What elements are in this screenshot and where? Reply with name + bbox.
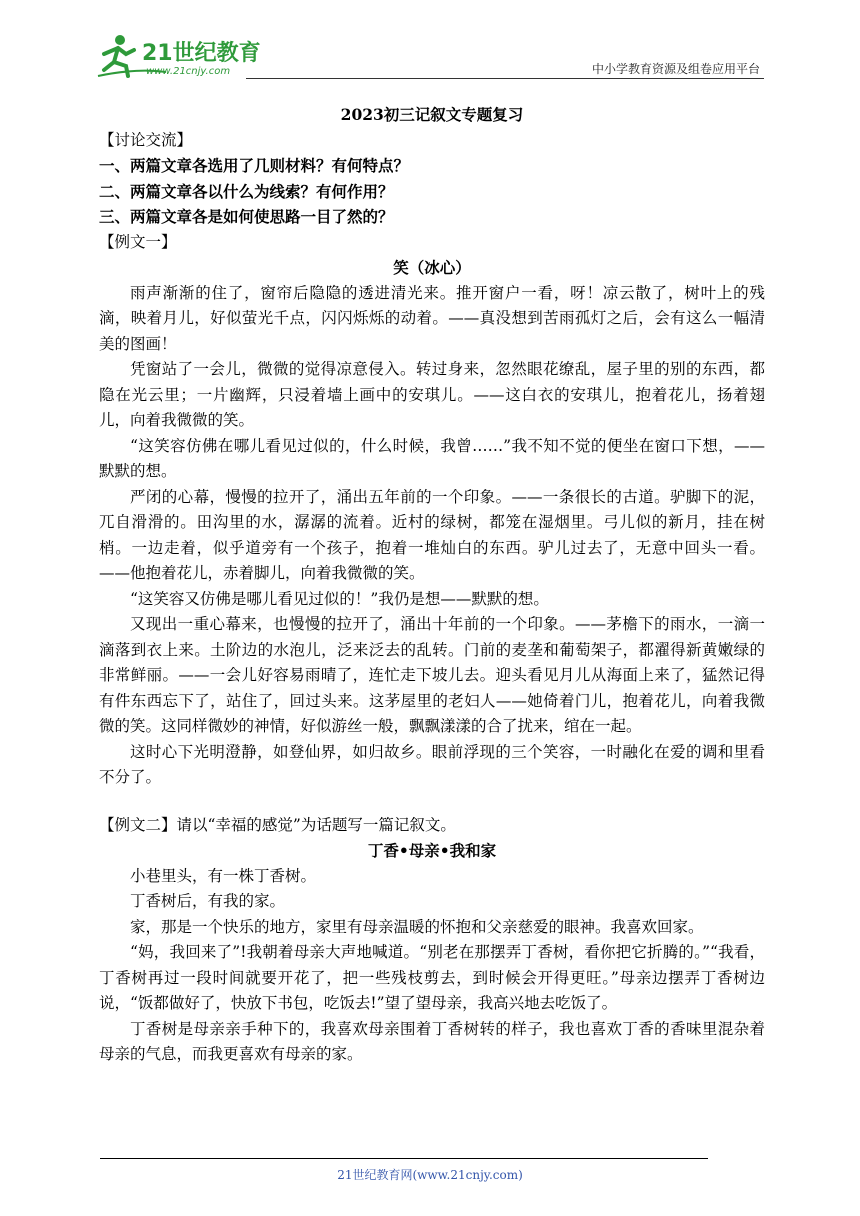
footer-text: 21世纪教育网(www.21cnjy.com) [337,1168,523,1182]
example1-paragraph: 这时心下光明澄静，如登仙界，如归故乡。眼前浮现的三个笑容，一时融化在爱的调和里看不分了。 [99,742,765,786]
svg-text:www.21cnjy.com: www.21cnjy.com [146,66,231,77]
example1-paragraph: “这笑容又仿佛是哪儿看见过似的！”我仍是想——默默的想。 [130,589,549,608]
example1-paragraph: 雨声渐渐的住了，窗帘后隐隐的透进清光来。推开窗户一看，呀！凉云散了，树叶上的残滴，映着月儿，好似萤光千点，闪闪烁烁的动着。——真没想到苦雨孤灯之后，会有这么一幅清美的图画！ [99,283,765,353]
discussion-question: 三、两篇文章各是如何使思路一目了然的？ [99,207,394,226]
document-body [99,102,765,1068]
example2-paragraph: 丁香树是母亲亲手种下的，我喜欢母亲围着丁香树转的样子，我也喜欢丁香的香味里混杂着母亲的气息，而我更喜欢有母亲的家。 [99,1019,765,1063]
example1-paragraph: 又现出一重心幕来，也慢慢的拉开了，涌出十年前的一个印象。——茅檐下的雨水，一滴一滴落到衣上来。土阶边的水泡儿，泛来泛去的乱转。门前的麦垄和葡萄架子，都濯得新黄嫩绿的非常鲜丽。——一会儿好容易雨晴了，连忙走下坡儿去。迎头看见月儿从海面上来了，猛然记得有件东西忘下了，站住了，回过头来。这茅屋里的老妇人——她倚着门儿，抱着花儿，向着我微微的笑。这同样微妙的神情，好似游丝一般，飘飘漾漾的合了扰来，绾在一起。 [99,615,765,735]
example2-paragraph: “妈，我回来了”!我朝着母亲大声地喊道。“别老在那摆弄丁香树，看你把它折腾的。”“我看，丁香树再过一段时间就要开花了，把一些残枝剪去，到时候会开得更旺。”母亲边摆弄丁香树边说，“饭都做好了，快放下书包，吃饭去!”望了望母亲，我高兴地去吃饭了。 [99,943,765,1012]
example1-label: 【例文一】 [99,232,177,251]
example1-paragraph: 凭窗站了一会儿，微微的觉得凉意侵入。转过身来，忽然眼花缭乱，屋子里的别的东西，都隐在光云里；一片幽辉，只浸着墙上画中的安琪儿。——这白衣的安琪儿，抱着花儿，扬着翅儿，向着我微微的笑。 [99,360,765,429]
example2-label: 【例文二】请以“幸福的感觉”为话题写一篇记叙文。 [99,815,456,834]
21cnjy-logo [96,32,276,80]
example1-title: 笑（冰心） [393,258,471,277]
example2-paragraph: 家，那是一个快乐的地方，家里有母亲温暖的怀抱和父亲慈爱的眼神。我喜欢回家。 [130,917,704,936]
discussion-question: 一、两篇文章各选用了几则材料？有何特点？ [99,156,410,175]
footer-divider [100,1158,708,1159]
discussion-heading: 【讨论交流】 [99,130,193,149]
example2-title: 丁香•母亲•我和家 [367,841,497,860]
svg-text:21世纪教育: 21世纪教育 [142,41,261,66]
document-title: 2023初三记叙文专题复习 [340,105,524,124]
discussion-question: 二、两篇文章各以什么为线索？有何作用？ [99,181,394,201]
example2-paragraph: 丁香树后，有我的家。 [130,892,286,910]
example2-paragraph: 小巷里头，有一株丁香树。 [130,866,317,885]
page-header [96,32,764,82]
section-spacer [99,791,765,813]
example1-paragraph: 严闭的心幕，慢慢的拉开了，涌出五年前的一个印象。——一条很长的古道。驴脚下的泥，兀自滑滑的。田沟里的水，潺潺的流着。近村的绿树，都笼在湿烟里。弓儿似的新月，挂在树梢。一边走着，似乎道旁有一个孩子，抱着一堆灿白的东西。驴儿过去了，无意中回头一看。——他抱着花儿，赤着脚儿，向着我微微的笑。 [99,487,765,582]
header-divider [246,78,764,79]
example1-paragraph: “这笑容仿佛在哪儿看见过似的，什么时候，我曾……”我不知不觉的便坐在窗口下想，——默默的想。 [99,436,765,480]
platform-name: 中小学教育资源及组卷应用平台 [591,62,760,76]
